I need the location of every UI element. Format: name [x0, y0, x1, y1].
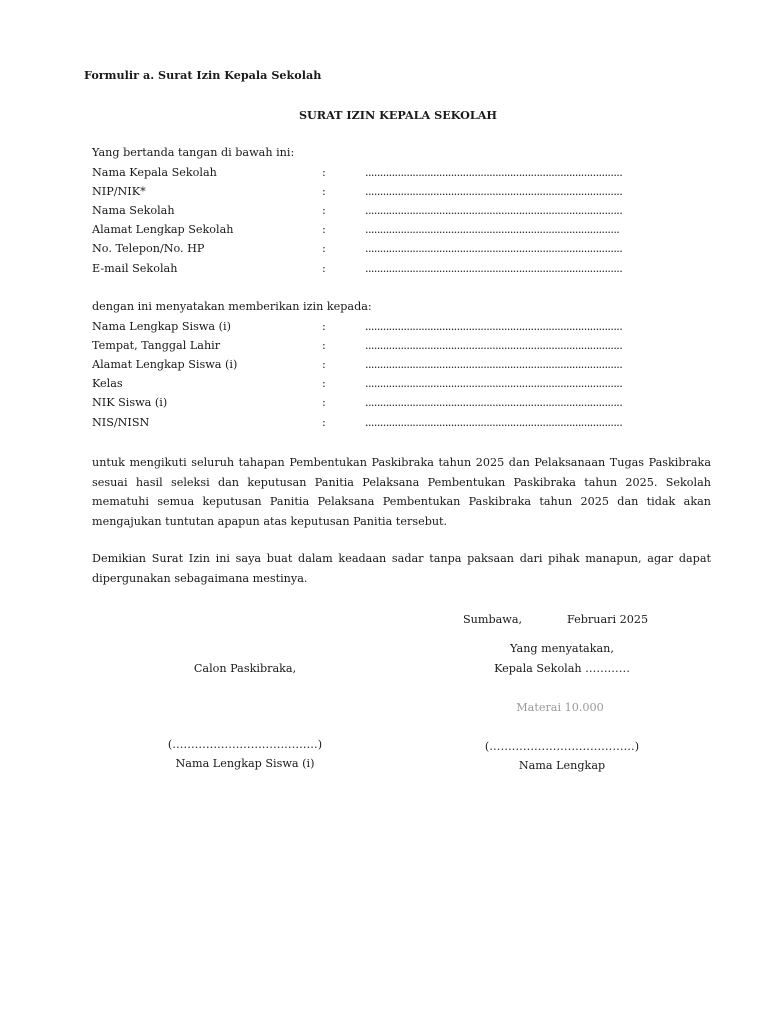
field-label: NIK Siswa (i)	[92, 396, 168, 409]
field-colon: :	[322, 185, 326, 198]
field-label: Alamat Lengkap Siswa (i)	[92, 358, 238, 371]
left-signature-line: (…………………………………)	[167, 738, 323, 751]
field-blank: .......................................................................................	[365, 320, 623, 333]
field-colon: :	[322, 396, 326, 409]
declarant-label: Yang menyatakan,	[510, 642, 614, 655]
field-blank: .......................................................................................	[365, 396, 623, 409]
field-colon: :	[322, 242, 326, 255]
right-signature-name: Nama Lengkap	[518, 759, 606, 772]
field-blank: ......................................................................................	[365, 223, 620, 236]
field-colon: :	[322, 262, 326, 275]
field-blank: .......................................................................................	[365, 358, 623, 371]
field-blank: .......................................................................................	[365, 204, 623, 217]
left-signature-name: Nama Lengkap Siswa (i)	[175, 757, 315, 770]
field-label: Nama Lengkap Siswa (i)	[92, 320, 231, 333]
field-label: Nama Sekolah	[92, 204, 175, 217]
field-colon: :	[322, 377, 326, 390]
form-label: Formulir a. Surat Izin Kepala Sekolah	[84, 68, 322, 82]
right-signature-line: (…………………………………)	[484, 740, 640, 753]
field-label: No. Telepon/No. HP	[92, 242, 205, 255]
field-colon: :	[322, 204, 326, 217]
place-text: Sumbawa,	[463, 613, 523, 626]
permission-intro: dengan ini menyatakan memberikan izin kepada:	[92, 300, 372, 313]
closing-paragraph: Demikian Surat Izin ini saya buat dalam keadaan sadar tanpa paksaan dari pihak manapun, agar dapat dipergunakan sebagaimana mestinya.	[92, 552, 711, 585]
field-colon: :	[322, 320, 326, 333]
field-blank: .......................................................................................	[365, 262, 623, 275]
document-title: SURAT IZIN KEPALA SEKOLAH	[298, 108, 498, 122]
candidate-label: Calon Paskibraka,	[193, 662, 297, 675]
field-label: E-mail Sekolah	[92, 262, 178, 275]
field-label: Nama Kepala Sekolah	[92, 166, 217, 179]
field-blank: .......................................................................................	[365, 242, 623, 255]
field-blank: .......................................................................................	[365, 166, 623, 179]
field-blank: .......................................................................................	[365, 377, 623, 390]
date-text: Februari 2025	[567, 613, 649, 626]
field-colon: :	[322, 166, 326, 179]
stamp-placeholder: Materai 10.000	[516, 701, 604, 714]
field-blank: .......................................................................................	[365, 416, 623, 429]
field-label: NIP/NIK*	[92, 185, 146, 198]
field-blank: .......................................................................................	[365, 339, 623, 352]
field-label: Tempat, Tanggal Lahir	[92, 339, 221, 352]
principal-label: Kepala Sekolah …………	[494, 662, 630, 675]
field-colon: :	[322, 358, 326, 371]
statement-paragraph: untuk mengikuti seluruh tahapan Pembentukan Paskibraka tahun 2025 dan Pelaksanaan Tugas Paskibraka sesuai hasil seleksi dan keputusan Panitia Pelaksana Pembentukan Paskibraka tahun 2025. Sekolah mematuhi semua keputusan Panitia Pelaksana Pembentukan Paskibraka tahun 2025 dan tidak akan mengajukan tuntutan apapun atas keputusan Panitia tersebut.	[92, 456, 711, 528]
field-colon: :	[322, 416, 326, 429]
field-blank: .......................................................................................	[365, 185, 623, 198]
field-label: Alamat Lengkap Sekolah	[92, 223, 234, 236]
field-colon: :	[322, 339, 326, 352]
field-colon: :	[322, 223, 326, 236]
field-label: NIS/NISN	[92, 416, 150, 429]
intro-text: Yang bertanda tangan di bawah ini:	[92, 146, 295, 159]
field-label: Kelas	[92, 377, 123, 390]
